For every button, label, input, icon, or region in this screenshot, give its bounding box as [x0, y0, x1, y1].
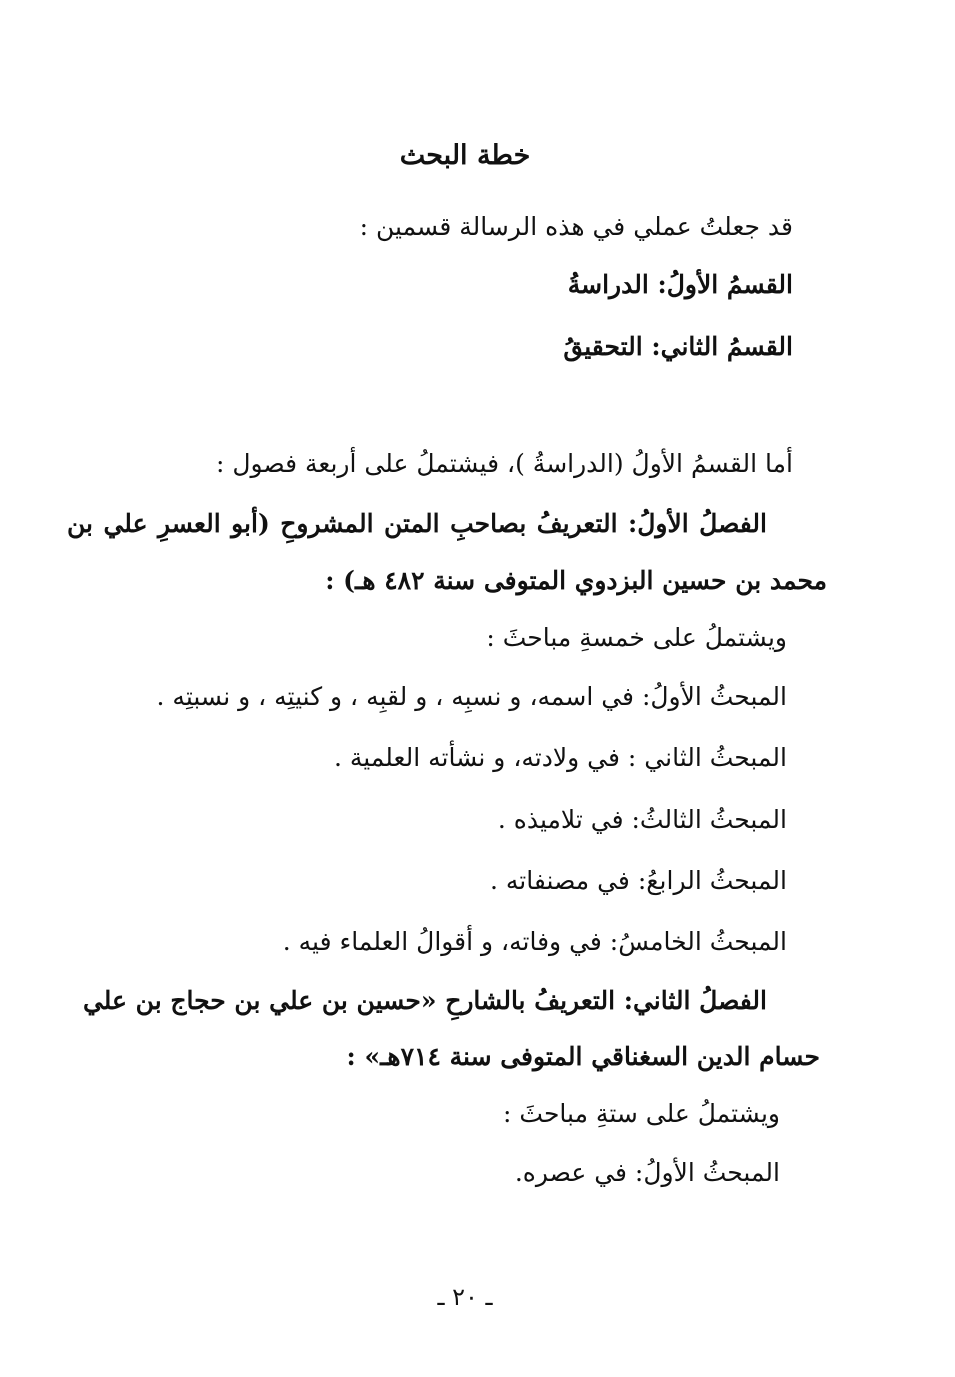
chapter-two-section-1: المبحثُ الأولُ: في عصره.: [514, 1158, 780, 1187]
chapter-one-section-5: المبحثُ الخامسُ: في وفاته، و أقوالُ العلماء فيه .: [282, 927, 787, 956]
chapter-two-sections-intro: ويشتملُ على ستةِ مباحثَ :: [503, 1099, 780, 1128]
page-title: خطة البحث: [399, 140, 531, 171]
chapter-one-heading-line1: الفصلُ الأولُ: التعريفُ بصاحبِ المتن المشروحِ (أبو العسرِ علي بن: [67, 509, 767, 538]
chapter-one-section-2: المبحثُ الثاني : في ولادته، و نشأته العلمية .: [333, 743, 787, 772]
chapter-one-section-1: المبحثُ الأولُ: في اسمه، و نسبِه ، و لقبِه ، و كنيتِه ، و نسبتِه .: [156, 682, 787, 711]
chapter-one-heading-line2: محمد بن حسين البزدوي المتوفى سنة ٤٨٢ هـ) :: [325, 566, 827, 595]
chapter-two-heading-line1: الفصلُ الثاني: التعريفُ بالشارحِ «حسين بن علي بن حجاج بن علي: [82, 986, 767, 1015]
part-two-heading: القسمُ الثاني: التحقيقُ: [563, 332, 793, 361]
chapter-two-heading-line2: حسام الدين السغناقي المتوفى سنة ٧١٤هـ» :: [346, 1042, 820, 1071]
part-one-intro: أما القسمُ الأولُ (الدراسةُ )، فيشتملُ على أربعة فصول :: [215, 449, 793, 478]
part-one-heading: القسمُ الأولُ: الدراسةُ: [567, 270, 793, 299]
page-number: ـ ٢٠ ـ: [437, 1283, 493, 1311]
chapter-one-section-3: المبحثُ الثالثُ: في تلاميذه .: [497, 805, 787, 834]
intro-line: قد جعلتُ عملي في هذه الرسالة قسمين :: [359, 212, 793, 241]
chapter-one-sections-intro: ويشتملُ على خمسةِ مباحثَ :: [486, 623, 787, 652]
chapter-one-section-4: المبحثُ الرابعُ: في مصنفاته .: [490, 866, 787, 895]
